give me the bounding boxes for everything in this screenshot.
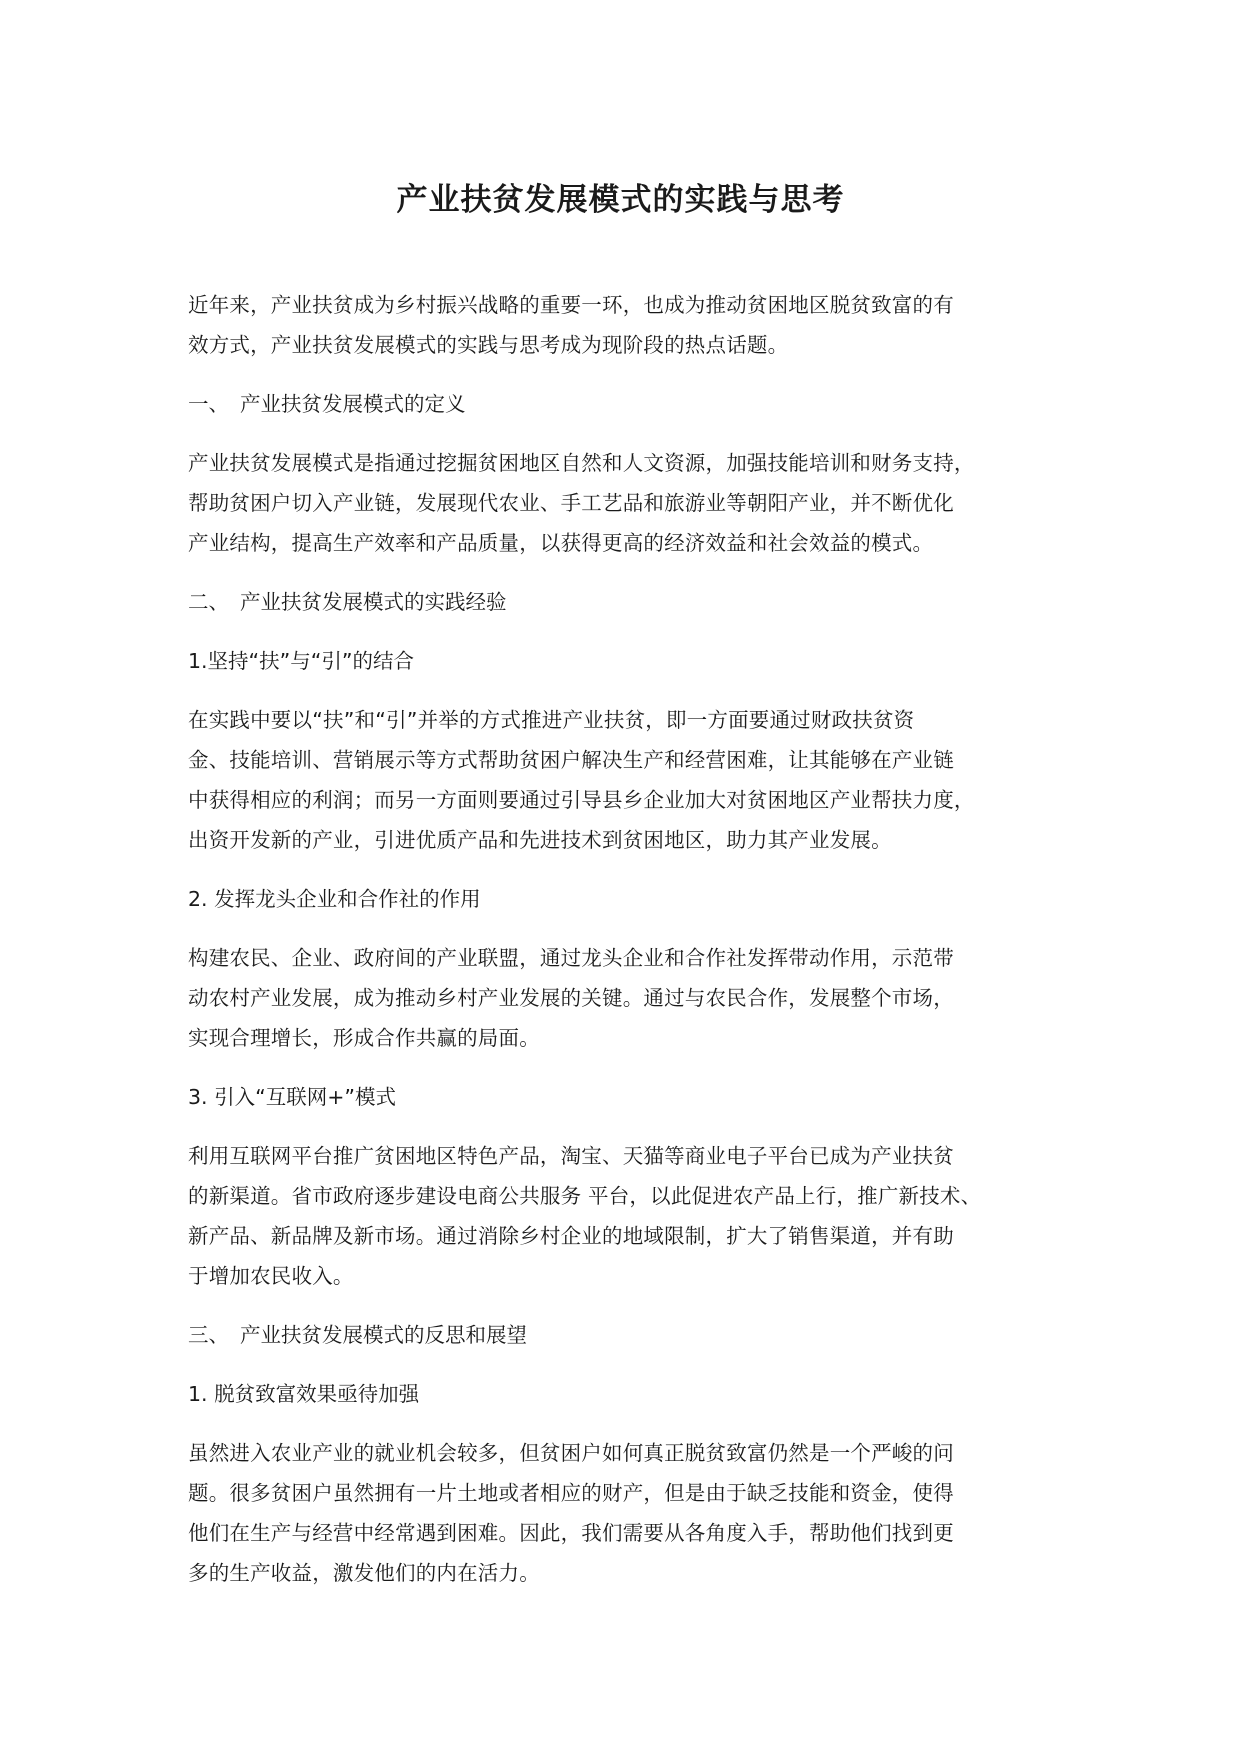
paragraph-line: 题。很多贫困户虽然拥有一片土地或者相应的财产，但是由于缺乏技能和资金，使得 xyxy=(188,1481,954,1505)
paragraph-line: 多的生产收益，激发他们的内在活力。 xyxy=(188,1561,540,1585)
intro-paragraph xyxy=(188,285,1068,365)
subsection-2-1-paragraph xyxy=(188,700,1068,860)
subsection-2-2-heading: 2. 发挥龙头企业和合作社的作用 xyxy=(188,887,481,911)
paragraph-line: 构建农民、企业、政府间的产业联盟，通过龙头企业和合作社发挥带动作用，示范带 xyxy=(188,946,954,970)
paragraph-line: 他们在生产与经营中经常遇到困难。因此，我们需要从各角度入手，帮助他们找到更 xyxy=(188,1521,954,1545)
subsection-3-1-heading: 1. 脱贫致富效果亟待加强 xyxy=(188,1382,420,1406)
paragraph-line: 于增加农民收入。 xyxy=(188,1264,354,1288)
subsection-2-1-heading: 1.坚持“扶”与“引”的结合 xyxy=(188,649,415,673)
section-1-heading-text: 产业扶贫发展模式的定义 xyxy=(240,392,466,416)
paragraph-line: 在实践中要以“扶”和“引”并举的方式推进产业扶贫，即一方面要通过财政扶贫资 xyxy=(188,708,915,732)
intro-line: 近年来，产业扶贫成为乡村振兴战略的重要一环，也成为推动贫困地区脱贫致富的有 xyxy=(188,293,954,317)
document-body xyxy=(188,285,1068,1612)
paragraph-line: 帮助贫困户切入产业链，发展现代农业、手工艺品和旅游业等朝阳产业，并不断优化 xyxy=(188,491,954,515)
subsection-2-2-paragraph xyxy=(188,938,1068,1058)
section-2-number: 二、 xyxy=(188,590,229,614)
section-3-number: 三、 xyxy=(188,1323,229,1347)
subsection-3-1-paragraph xyxy=(188,1433,1068,1593)
section-2-heading-text: 产业扶贫发展模式的实践经验 xyxy=(240,590,507,614)
document-title: 产业扶贫发展模式的实践与思考 xyxy=(396,182,845,218)
paragraph-line: 虽然进入农业产业的就业机会较多，但贫困户如何真正脱贫致富仍然是一个严峻的问 xyxy=(188,1441,954,1465)
section-1-heading xyxy=(188,384,1068,424)
section-2-heading xyxy=(188,582,1068,622)
section-3-heading-text: 产业扶贫发展模式的反思和展望 xyxy=(240,1323,527,1347)
subsection-2-3-heading: 3. 引入“互联网+”模式 xyxy=(188,1085,396,1109)
paragraph-line: 利用互联网平台推广贫困地区特色产品，淘宝、天猫等商业电子平台已成为产业扶贫 xyxy=(188,1144,954,1168)
paragraph-line: 产业结构，提高生产效率和产品质量，以获得更高的经济效益和社会效益的模式。 xyxy=(188,531,934,555)
paragraph-line: 金、技能培训、营销展示等方式帮助贫困户解决生产和经营困难，让其能够在产业链 xyxy=(188,748,954,772)
paragraph-line: 动农村产业发展，成为推动乡村产业发展的关键。通过与农民合作，发展整个市场， xyxy=(188,986,954,1010)
section-3-heading xyxy=(188,1315,1068,1355)
section-1-number: 一、 xyxy=(188,392,229,416)
subsection-2-3-paragraph xyxy=(188,1136,1068,1296)
paragraph-line: 产业扶贫发展模式是指通过挖掘贫困地区自然和人文资源，加强技能培训和财务支持， xyxy=(188,451,975,475)
intro-line: 效方式，产业扶贫发展模式的实践与思考成为现阶段的热点话题。 xyxy=(188,333,789,357)
paragraph-line: 实现合理增长，形成合作共赢的局面。 xyxy=(188,1026,540,1050)
section-1-paragraph xyxy=(188,443,1068,563)
paragraph-line: 出资开发新的产业，引进优质产品和先进技术到贫困地区，助力其产业发展。 xyxy=(188,828,892,852)
paragraph-line: 中获得相应的利润；而另一方面则要通过引导县乡企业加大对贫困地区产业帮扶力度， xyxy=(188,788,975,812)
paragraph-line: 的新渠道。省市政府逐步建设电商公共服务 平台，以此促进农产品上行，推广新技术、 xyxy=(188,1184,982,1208)
paragraph-line: 新产品、新品牌及新市场。通过消除乡村企业的地域限制，扩大了销售渠道，并有助 xyxy=(188,1224,954,1248)
